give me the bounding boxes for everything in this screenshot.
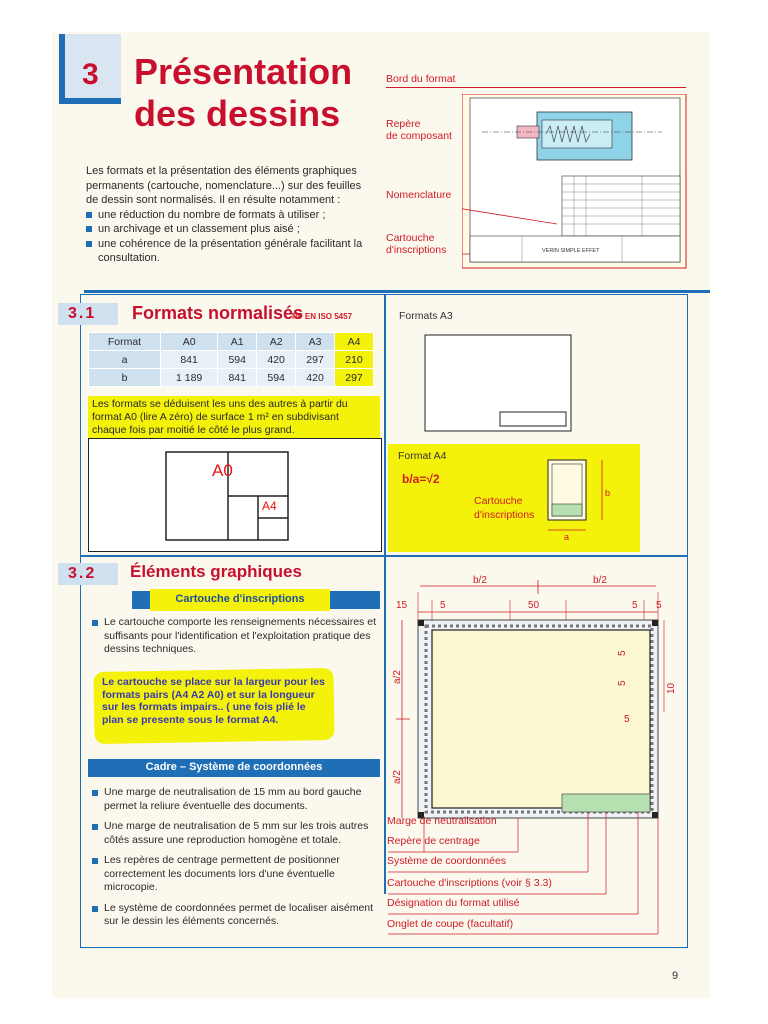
assembly-drawing — [462, 94, 688, 270]
dim-5-top: 5 — [656, 600, 662, 611]
banner-cadre-text: Cadre – Système de coordonnées — [145, 761, 323, 773]
dim-a2-bottom: a/2 — [392, 770, 403, 784]
dim-50: 50 — [528, 600, 540, 611]
dim-5-v2: 5 — [617, 680, 628, 686]
s31-number: 3.1 — [68, 305, 97, 322]
frame-label: Système de coordonnées — [387, 855, 507, 867]
list-item: Une marge de neutralisation de 15 mm au bord gauche permet la reliure éventuelle des documents. — [92, 786, 378, 813]
handwritten-note-text: Le cartouche se place sur la largeur pour les formats pairs (A4 A2 A0) et sur la longueur sur les formats impairs.. ( une fois plié le plan se presente sous le format A4. — [102, 676, 325, 726]
table-header: Format — [89, 333, 161, 351]
s32-title: Éléments graphiques — [130, 562, 302, 581]
list-item: Une marge de neutralisation de 5 mm sur les trois autres côtés assure une reproduction homogène et totale. — [92, 820, 378, 847]
table-header: A0 — [160, 333, 217, 351]
label-nomenclature: Nomenclature — [386, 189, 452, 201]
a3-diagram — [424, 334, 574, 434]
dim-5-left: 5 — [440, 600, 446, 611]
s31-note — [88, 396, 380, 440]
list-item: Les repères de centrage permettent de positionner correctement les documents lors d'une éventuelle microcopie. — [92, 854, 378, 895]
list-item: une réduction du nombre de formats à utiliser ; — [86, 208, 371, 223]
table-row: b 1 189 841 594 420 297 — [89, 369, 374, 387]
dim-5-inner: 5 — [624, 714, 630, 725]
a4-cartouche-label: Cartouche d'inscriptions — [474, 495, 535, 521]
banner-cartouche-text: Cartouche d'inscriptions — [175, 593, 305, 605]
section-number: 3 — [82, 58, 99, 91]
dim-a: a — [564, 532, 570, 540]
frame-label: Désignation du format utilisé — [387, 897, 520, 909]
intro-text: Les formats et la présentation des éléments graphiques permanents (cartouche, nomenclature...) sur des feuilles de dessin sont normalisés. Il en résulte notamment : — [86, 165, 362, 206]
frame-label: Repère de centrage — [387, 835, 480, 847]
label-bord: Bord du format — [386, 73, 456, 85]
frame-label: Onglet de coupe (facultatif) — [387, 918, 514, 930]
s31-title: Formats normalisés — [132, 303, 304, 323]
list-item: Le cartouche comporte les renseignements nécessaires et suffisants pour l'identification et l'exploitation pratique des dessins techniques. — [92, 616, 378, 657]
a4-label: A4 — [262, 499, 277, 513]
dim-b: b — [605, 488, 611, 498]
table-header: A2 — [257, 333, 296, 351]
label-repere: Repère de composant — [386, 118, 452, 142]
dim-10: 10 — [666, 682, 677, 694]
format-a4-label: Format A4 — [398, 450, 447, 462]
table-header: A3 — [296, 333, 335, 351]
dim-5-right: 5 — [632, 600, 638, 611]
s32-number: 3.2 — [68, 565, 97, 582]
ratio-label: b/a=√2 — [402, 472, 440, 486]
list-item: Le système de coordonnées permet de localiser aisément sur le dessin les éléments concernés. — [92, 902, 378, 929]
intro-bullets — [86, 208, 371, 266]
formats-a3-label: Formats A3 — [399, 310, 453, 322]
table-row: a 841 594 420 297 210 — [89, 351, 374, 369]
dim-b2-right: b/2 — [593, 575, 607, 586]
dim-15: 15 — [396, 600, 408, 611]
page-title-line1: Présentation — [134, 51, 353, 92]
list-item: un archivage et un classement plus aisé ; — [86, 222, 371, 237]
s31-note-text: Les formats se déduisent les uns des autres à partir du format A0 (lire A zéro) de surface 1 m² en subdivisant chaque fois par moitié le côté le plus grand. — [92, 398, 348, 436]
table-header: A1 — [218, 333, 257, 351]
dim-5-v1: 5 — [617, 650, 628, 656]
a0-subdivision-diagram — [162, 450, 292, 544]
a4-diagram — [542, 456, 622, 540]
table-header: A4 — [335, 333, 374, 351]
dim-b2-left: b/2 — [473, 575, 487, 586]
s31-norm: NF EN ISO 5457 — [292, 312, 353, 321]
a0-label: A0 — [212, 461, 233, 480]
label-cartouche-top: Cartouche d'inscriptions — [386, 232, 447, 256]
list-item: une cohérence de la présentation générale facilitant la consultation. — [86, 237, 371, 266]
title-block-text: VERIN SIMPLE EFFET — [542, 248, 600, 254]
page-number: 9 — [672, 970, 679, 982]
intro-paragraph — [86, 164, 371, 266]
cadre-bullets — [92, 786, 378, 929]
formats-table — [88, 332, 374, 387]
frame-label: Cartouche d'inscriptions (voir § 3.3) — [387, 877, 552, 889]
frame-label: Marge de neutralisation — [387, 815, 497, 827]
page — [52, 32, 710, 998]
dim-a2-top: a/2 — [392, 670, 403, 684]
s32-p1 — [92, 616, 378, 657]
page-title-line2: des dessins — [134, 93, 341, 134]
